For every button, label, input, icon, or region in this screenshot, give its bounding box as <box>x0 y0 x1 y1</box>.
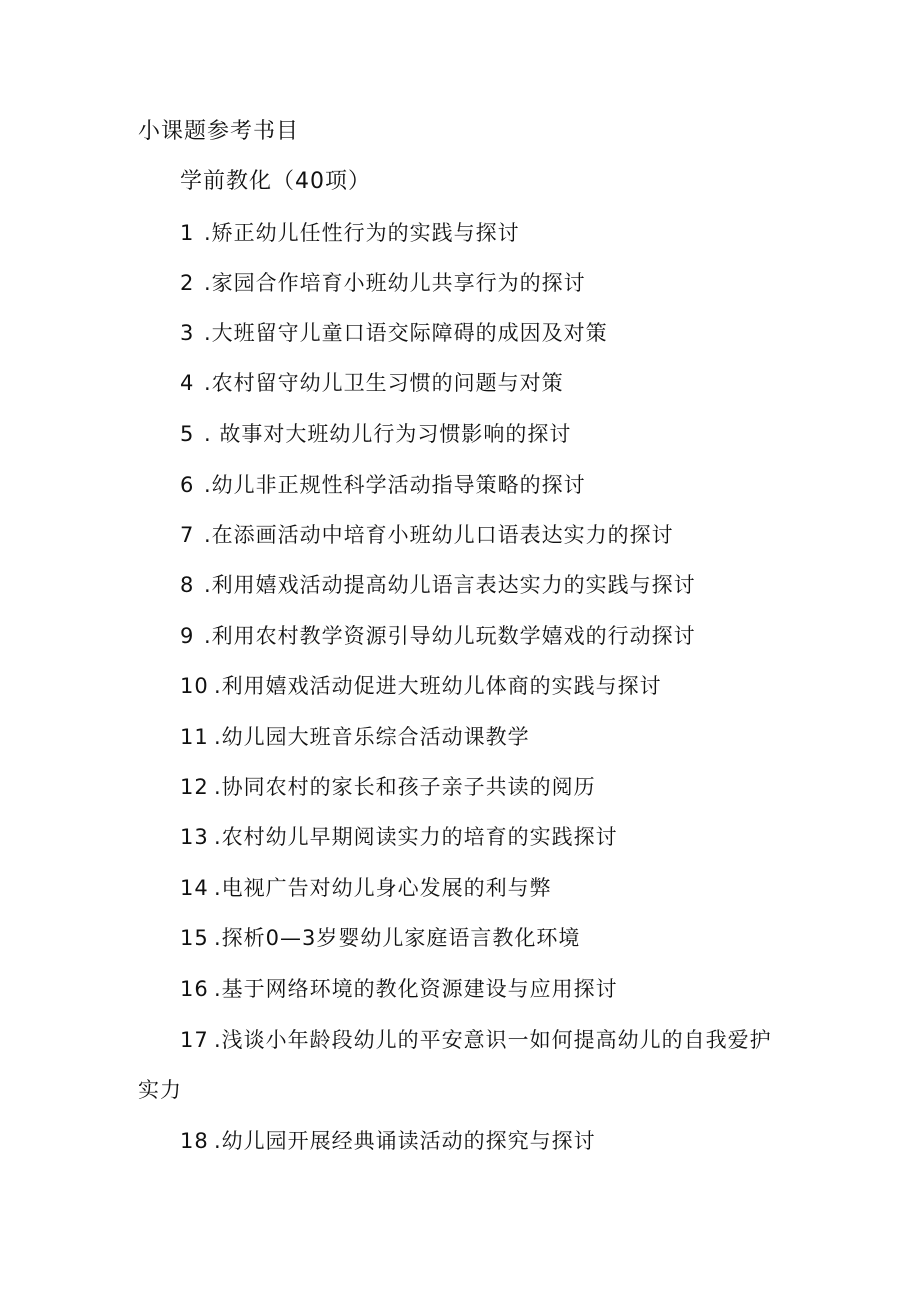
item-number: 13 <box>180 825 209 849</box>
item-number: 11 <box>180 725 209 749</box>
item-text: .基于网络环境的教化资源建设与应用探讨 <box>214 977 618 1001</box>
item-text: .浅谈小年龄段幼儿的平安意识一如何提高幼儿的自我爱护 <box>214 1028 772 1052</box>
item-number: 15 <box>180 926 209 950</box>
item-text: .幼儿园开展经典诵读活动的探究与探讨 <box>214 1129 596 1153</box>
document-title: 小课题参考书目 <box>138 119 300 144</box>
list-item <box>180 621 696 651</box>
item-text: .家园合作培育小班幼儿共享行为的探讨 <box>204 271 586 295</box>
list-item <box>180 722 530 752</box>
item-text: .利用嬉戏活动促进大班幼儿体商的实践与探讨 <box>214 674 662 698</box>
list-item <box>180 1025 772 1055</box>
list-item <box>180 923 580 953</box>
item-number: 17 <box>180 1028 209 1052</box>
item-number: 4 <box>180 371 195 395</box>
list-item <box>180 974 618 1004</box>
list-item <box>180 1126 596 1156</box>
item-number: 8 <box>180 573 195 597</box>
item-number: 14 <box>180 876 209 900</box>
item-text: .探析0—3岁婴幼儿家庭语言教化环境 <box>214 926 581 950</box>
item-text: .在添画活动中培育小班幼儿口语表达实力的探讨 <box>204 523 674 547</box>
item-text: .利用嬉戏活动提高幼儿语言表达实力的实践与探讨 <box>204 573 696 597</box>
list-item <box>180 368 564 398</box>
item-text: .电视广告对幼儿身心发展的利与弊 <box>214 876 552 900</box>
item-text: .大班留守儿童口语交际障碍的成因及对策 <box>204 321 608 345</box>
item-number: 3 <box>180 321 195 345</box>
item-text: .幼儿园大班音乐综合活动课教学 <box>214 725 530 749</box>
item-text: .矫正幼儿任性行为的实践与探讨 <box>204 221 520 245</box>
list-item <box>180 218 520 248</box>
item-number: 1 <box>180 221 195 245</box>
item-text: .协同农村的家长和孩子亲子共读的阅历 <box>214 775 596 799</box>
item-text: .农村留守幼儿卫生习惯的问题与对策 <box>204 371 564 395</box>
item-text: . 故事对大班幼儿行为习惯影响的探讨 <box>204 422 572 446</box>
item-text: .幼儿非正规性科学活动指导策略的探讨 <box>204 473 586 497</box>
item-number: 16 <box>180 977 209 1001</box>
item-number: 6 <box>180 473 195 497</box>
list-item-continuation: 实力 <box>138 1078 182 1102</box>
item-number: 10 <box>180 674 209 698</box>
list-item <box>180 570 696 600</box>
item-number: 12 <box>180 775 209 799</box>
item-number: 5 <box>180 422 195 446</box>
list-item <box>180 822 618 852</box>
list-item <box>180 318 608 348</box>
list-item <box>180 268 586 298</box>
item-text: .利用农村教学资源引导幼儿玩数学嬉戏的行动探讨 <box>204 624 696 648</box>
list-item <box>180 873 552 903</box>
list-item <box>180 419 571 449</box>
item-text: .农村幼儿早期阅读实力的培育的实践探讨 <box>214 825 618 849</box>
list-item <box>180 470 586 500</box>
list-item <box>180 520 674 550</box>
section-heading: 学前教化（40项） <box>180 169 371 194</box>
item-number: 9 <box>180 624 195 648</box>
item-number: 2 <box>180 271 195 295</box>
item-number: 18 <box>180 1129 209 1153</box>
list-item <box>180 671 662 701</box>
list-item <box>180 772 596 802</box>
item-number: 7 <box>180 523 195 547</box>
